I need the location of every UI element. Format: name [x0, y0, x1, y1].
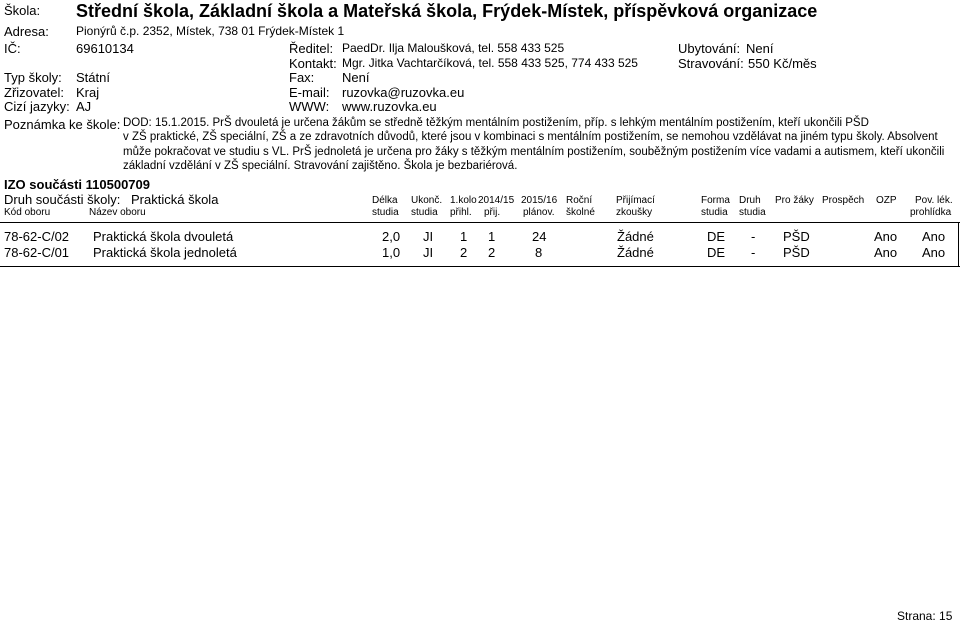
ic-value: 69610134: [76, 41, 134, 56]
izo-heading: IZO součásti 110500709: [4, 177, 150, 192]
jazyky-value: AJ: [76, 99, 92, 114]
row-prij: 2: [488, 245, 496, 260]
label-adresa: Adresa:: [4, 24, 49, 39]
row-zkousky: Žádné: [617, 245, 654, 260]
header-rocni-2: školné: [566, 207, 595, 218]
row-plan: 8: [535, 245, 543, 260]
row-delka: 2,0: [382, 229, 401, 244]
row-ozp: Ano: [874, 245, 898, 260]
header-prijimaci-2: zkoušky: [616, 207, 653, 218]
druh-label: Druh součásti školy:: [4, 192, 121, 207]
row-plan: 24: [532, 229, 547, 244]
row-ozp: Ano: [874, 229, 898, 244]
label-www: WWW:: [289, 99, 330, 114]
row-povlek: Ano: [922, 245, 946, 260]
ubytovani-value: Není: [746, 41, 774, 56]
header-prijimaci: Přijímací: [616, 195, 655, 206]
header-rocni: Roční: [566, 195, 593, 206]
row-prozaky: PŠD: [783, 229, 810, 244]
fax-value: Není: [342, 70, 370, 85]
typ-value: Státní: [76, 70, 110, 85]
header-2014-2: přij.: [484, 207, 501, 218]
note-first-line: DOD: 15.1.2015. PrŠ dvouletá je určena žákům se středně těžkým mentálním postižením, příp. s lehkým mentálním postižením, kteří ukončili PŠD: [123, 117, 869, 129]
row-povlek: Ano: [922, 229, 946, 244]
label-zrizovatel: Zřizovatel:: [4, 85, 64, 100]
note-label: Poznámka ke škole:: [4, 117, 121, 132]
header-delka-2: studia: [372, 207, 399, 218]
header-forma: Forma: [701, 195, 730, 206]
row-ukonc: JI: [423, 229, 434, 244]
row-prij: 1: [488, 229, 496, 244]
header-kod: Kód oboru: [4, 207, 51, 218]
row-kolo: 1: [460, 229, 468, 244]
school-name: Střední škola, Základní škola a Mateřská škola, Frýdek-Místek, příspěvková organizace: [76, 1, 818, 21]
header-povlek-2: prohlídka: [910, 207, 952, 218]
header-prozaky: Pro žáky: [775, 195, 814, 206]
row-kod: 78-62-C/02: [4, 229, 70, 244]
label-reditel: Ředitel:: [289, 41, 334, 56]
row-druh: -: [751, 245, 756, 260]
row-nazev: Praktická škola jednoletá: [93, 245, 237, 260]
reditel-value: PaedDr. Ilja Maloušková, tel. 558 433 525: [342, 41, 565, 55]
header-druh: Druh: [739, 195, 761, 206]
label-skola: Škola:: [4, 3, 41, 18]
row-nazev: Praktická škola dvouletá: [93, 229, 234, 244]
table-bottom-rule: [0, 266, 960, 267]
www-value: www.ruzovka.eu: [342, 99, 437, 114]
header-2015-2: plánov.: [523, 207, 555, 218]
header-2015: 2015/16: [521, 195, 558, 206]
druh-value: Praktická škola: [131, 192, 219, 207]
stravovani-value: 550 Kč/měs: [748, 56, 817, 71]
label-email: E-mail:: [289, 85, 330, 100]
table-header-divider: [0, 222, 960, 223]
header-2014: 2014/15: [478, 195, 515, 206]
row-druh: -: [751, 229, 756, 244]
adresa-value: Pionýrů č.p. 2352, Místek, 738 01 Frýdek-Místek 1: [76, 24, 345, 38]
header-kolo-2: přihl.: [450, 207, 472, 218]
label-fax: Fax:: [289, 70, 315, 85]
row-kolo: 2: [460, 245, 468, 260]
row-forma: DE: [707, 229, 726, 244]
label-ic: IČ:: [4, 41, 21, 56]
label-jazyky: Cizí jazyky:: [4, 99, 70, 114]
row-prozaky: PŠD: [783, 245, 810, 260]
header-druh-2: studia: [739, 207, 766, 218]
header-kolo: 1.kolo: [450, 195, 477, 206]
header-nazev: Název oboru: [89, 207, 146, 218]
row-delka: 1,0: [382, 245, 401, 260]
header-forma-2: studia: [701, 207, 728, 218]
label-ubytovani: Ubytování:: [678, 41, 741, 56]
header-ozp: OZP: [876, 195, 897, 206]
header-ukonc-2: studia: [411, 207, 438, 218]
table-right-rule: [958, 222, 959, 266]
label-stravovani: Stravování:: [678, 56, 744, 71]
zrizovatel-value: Kraj: [76, 85, 100, 100]
row-ukonc: JI: [423, 245, 434, 260]
row-zkousky: Žádné: [617, 229, 654, 244]
row-kod: 78-62-C/01: [4, 245, 70, 260]
header-ukonc: Ukonč.: [411, 195, 443, 206]
row-forma: DE: [707, 245, 726, 260]
kontakt-value: Mgr. Jitka Vachtarčíková, tel. 558 433 525, 774 433 525: [342, 56, 638, 70]
label-typ: Typ školy:: [4, 70, 62, 85]
header-povlek: Pov. lék.: [915, 195, 953, 206]
header-prospech: Prospěch: [822, 195, 865, 206]
header-delka: Délka: [372, 195, 398, 206]
page-number: Strana: 15: [897, 609, 953, 623]
note-body: v ZŠ praktické, ZŠ speciální, ZŠ a ze zdravotních důvodů, které jsou v kombinaci s mentálním postižením, se nemohou vzdělávat na jiném typu školy. Absolvent může pokračovat ve studiu s VL. PrŠ jednoletá je určena pro žáky s těžkým mentálním postižením, souběžným postižením více vadami a autismem, kteří ukončili základní vzdělání v ZŠ speciální. Stravování zajištěno. Škola je bezbariérová.: [123, 131, 945, 173]
email-value: ruzovka@ruzovka.eu: [342, 85, 465, 100]
label-kontakt: Kontakt:: [289, 56, 337, 71]
